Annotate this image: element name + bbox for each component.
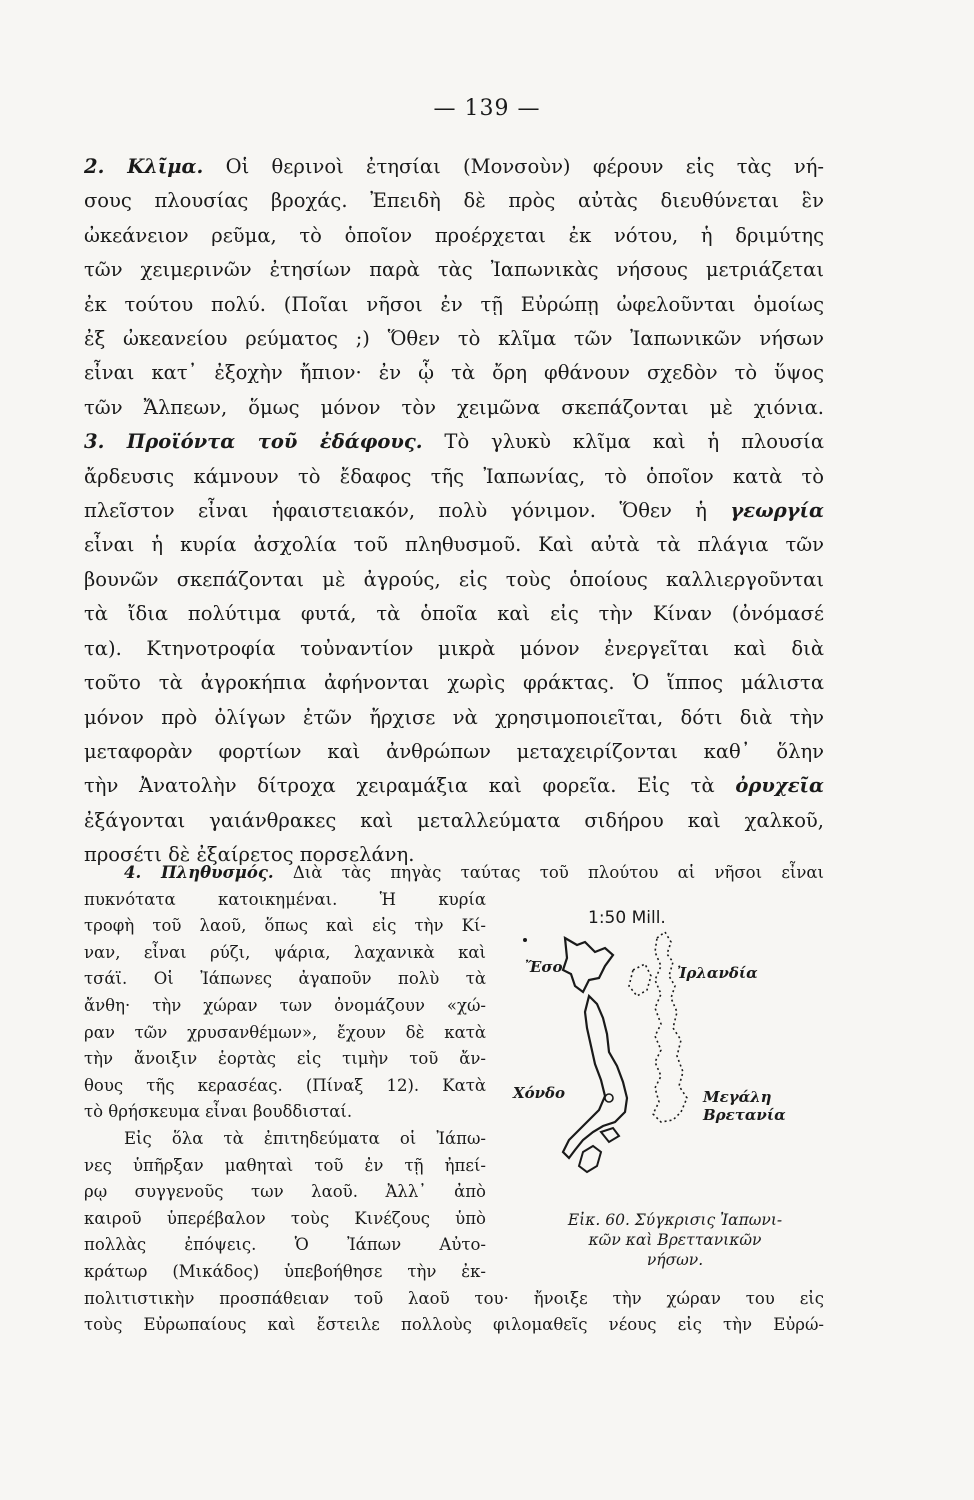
caption-line: νήσων. xyxy=(646,1251,704,1269)
section4-line: τὴν ἄνοιξιν ἑορτὰς εἰς τιμὴν τοῦ ἄν- xyxy=(84,1049,486,1069)
section3-line xyxy=(84,425,824,459)
caption-line: Εἰκ. 60. Σύγκρισις Ἰαπωνι- xyxy=(567,1211,783,1229)
ireland-outline xyxy=(629,964,651,996)
section3-line: ἄρδευσις κάμνουν τὸ ἔδαφος τῆς Ἰαπωνίας, τὸ ὁποῖον κατὰ τὸ xyxy=(84,464,824,488)
text-span: Διὰ τὰς πηγὰς ταύτας τοῦ πλούτου αἱ νῆσοι εἶναι xyxy=(273,863,824,882)
label-eso: Ἔσο xyxy=(525,958,563,976)
section3-line: ἐξάγονται γαιάνθρακες καὶ μεταλλεύματα σιδήρου καὶ χαλκοῦ, xyxy=(84,808,824,832)
japan-eso-island xyxy=(563,938,613,992)
tokyo-marker xyxy=(605,1094,613,1102)
section4-line: τοὺς Εὐρωπαίους καὶ ἔστειλε πολλοὺς φιλομαθεῖς νέους εἰς τὴν Εὐρώ- xyxy=(84,1315,824,1335)
section3-line: βουνῶν σκεπάζονται μὲ ἀγρούς, εἰς τοὺς ὁποίους καλλιεργοῦνται xyxy=(84,567,824,591)
section3-line: προσέτι δὲ ἐξαίρετος πορσελάνη. xyxy=(84,843,415,867)
section2-line: τῶν χειμερινῶν ἐτησίων παρὰ τὰς Ἰαπωνικὰς νήσους μετριάζεται xyxy=(84,258,824,282)
section4-line: τροφὴ τοῦ λαοῦ, ὅπως καὶ εἰς τὴν Κί- xyxy=(84,916,486,936)
figure-scale-label: 1:50 Mill. xyxy=(588,908,666,928)
caption-line: κῶν καὶ Βρεττανικῶν xyxy=(588,1231,762,1249)
emph-oryxeia: ὀρυχεῖα xyxy=(735,774,824,798)
section3-line xyxy=(84,769,824,803)
section4-line: τὸ θρήσκευμα εἶναι βουδδισταί. xyxy=(84,1102,353,1122)
text-span: Οἱ θερινοὶ ἐτησίαι (Μονσοὺν) φέρουν εἰς τὰς νή- xyxy=(203,155,824,178)
section4-line: τσάϊ. Οἱ Ἰάπωνες ἀγαποῦν πολὺ τὰ xyxy=(84,969,486,989)
figure-caption xyxy=(510,1210,840,1270)
section4-line: ἄνθη· τὴν χώραν των ὀνομάζουν «χώ- xyxy=(84,995,486,1015)
section3-line: εἶναι ἡ κυρία ἀσχολία τοῦ πληθυσμοῦ. Καὶ αὐτὰ τὰ πλάγια τῶν xyxy=(84,533,824,557)
main-body-text xyxy=(84,150,824,873)
section3-line: τοῦτο τὰ ἀγροκήπια ἀφήνονται χωρὶς φράκτας. Ὁ ἵππος μάλιστα xyxy=(84,671,824,695)
japan-kyushu-island xyxy=(579,1146,601,1172)
text-span: πλεῖστον εἶναι ἡφαιστειακόν, πολὺ γόνιμον. Ὅθεν ἡ xyxy=(84,499,707,523)
section4-line: Εἰς ὅλα τὰ ἐπιτηδεύματα οἱ Ἰάπω- xyxy=(124,1128,486,1148)
section2-line xyxy=(84,150,824,184)
section4-line: πυκνότατα κατοικημέναι. Ἡ κυρία xyxy=(84,889,486,909)
section4-line: καιροῦ ὑπερέβαλον τοὺς Κινέζους ὑπὸ xyxy=(84,1208,486,1228)
section4-line: πολιτιστικὴν προσπάθειαν τοῦ λαοῦ του· ἤνοιξε τὴν χώραν του εἰς xyxy=(84,1288,824,1308)
section2-line: εἶναι κατ᾽ ἐξοχὴν ἤπιον· ἐν ᾧ τὰ ὄρη φθάνουν σχεδὸν τὸ ὕψος xyxy=(84,361,824,385)
section2-line: ὠκεάνειον ρεῦμα, τὸ ὁποῖον προέρχεται ἐκ νότου, ἡ δριμύτης xyxy=(84,223,824,247)
section4-line: ρῳ συγγενοῦς των λαοῦ. Ἀλλ᾽ ἀπὸ xyxy=(84,1182,486,1202)
label-britain-2: Βρετανία xyxy=(703,1106,786,1124)
section4-line: νες ὑπῆρξαν μαθηταὶ τοῦ ἐν τῇ ἠπεί- xyxy=(84,1155,486,1175)
section4-line: ραν τῶν χρυσανθέμων», ἔχουν δὲ κατὰ xyxy=(84,1022,486,1042)
dot-marker xyxy=(523,938,527,942)
label-irlandia: Ἰρλανδία xyxy=(677,964,758,982)
section3-line: τὰ ἴδια πολύτιμα φυτά, τὰ ὁποῖα καὶ εἰς τὴν Κίναν (ὀνόμασέ xyxy=(84,602,824,626)
section4-line: ναν, εἶναι ρύζι, ψάρια, λαχανικὰ καὶ xyxy=(84,942,486,962)
section3-heading: 3. Προϊόντα τοῦ ἐδάφους. xyxy=(84,430,423,454)
section3-line: μεταφορὰν φορτίων καὶ ἀνθρώπων μεταχειρίζονται καθ᾽ ὅλην xyxy=(84,739,824,763)
section4-line: κράτωρ (Μικάδος) ὑπεβοήθησε τὴν ἐκ- xyxy=(84,1261,486,1281)
section3-line: μόνον πρὸ ὀλίγων ἐτῶν ἤρχισε νὰ χρησιμοποιεῖται, δότι διὰ τὴν xyxy=(84,705,824,729)
map-svg xyxy=(505,900,835,1200)
section2-line: ἐκ τούτου πολύ. (Ποῖαι νῆσοι ἐν τῇ Εὐρώπῃ ὠφελοῦνται ὁμοίως xyxy=(84,292,824,316)
section2-line: ἐξ ὠκεανείου ρεύματος ;) Ὅθεν τὸ κλῖμα τῶν Ἰαπωνικῶν νήσων xyxy=(84,327,824,351)
section2-line: τῶν Ἄλπεων, ὅμως μόνον τὸν χειμῶνα σκεπάζονται μὲ χιόνια. xyxy=(84,395,824,419)
japan-shikoku-island xyxy=(601,1128,619,1142)
page-number: — 139 — xyxy=(433,96,541,121)
text-span: Τὸ γλυκὺ κλῖμα καὶ ἡ πλουσία xyxy=(422,430,824,454)
section4-line xyxy=(84,860,824,887)
section4-line: θους τῆς κερασέας. (Πίναξ 12). Κατὰ xyxy=(84,1075,486,1095)
section4-heading: 4. Πληθυσμός. xyxy=(124,863,274,882)
label-hondo: Χόνδο xyxy=(513,1084,566,1102)
section3-line xyxy=(84,494,824,528)
section3-line: τα). Κτηνοτροφία τοὐναντίον μικρὰ μόνον ἐνεργεῖται καὶ διὰ xyxy=(84,636,824,660)
label-britain-1: Μεγάλη xyxy=(703,1088,772,1106)
section2-line: σους πλουσίας βροχάς. Ἐπειδὴ δὲ πρὸς αὐτὰς διευθύνεται ἓν xyxy=(84,189,824,213)
text-span: τὴν Ἀνατολὴν δίτροχα χειραμάξια καὶ φορεῖα. Εἰς τὰ xyxy=(84,774,715,798)
section4-line: πολλὰς ἐπόψεις. Ὁ Ἰάπων Αὐτο- xyxy=(84,1235,486,1255)
emph-georgia: γεωργία xyxy=(730,499,824,523)
section4-narrow-column xyxy=(84,887,486,1286)
section2-heading: 2. Κλῖμα. xyxy=(84,155,204,178)
britain-outline xyxy=(653,932,687,1122)
